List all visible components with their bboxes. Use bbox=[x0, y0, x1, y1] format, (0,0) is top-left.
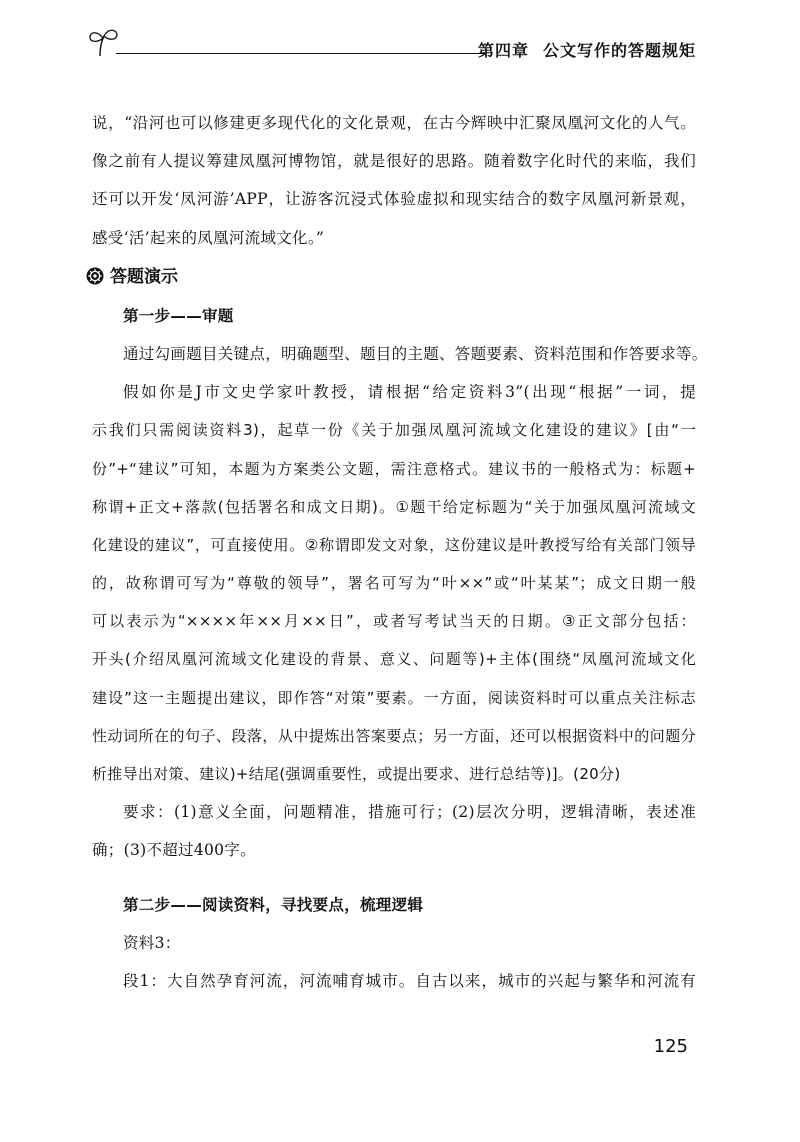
material-label: 资料3： bbox=[123, 933, 181, 952]
intro-line: 说，“沿河也可以修建更多现代化的文化景观，在古今辉映中汇聚凤凰河文化的人气。 bbox=[92, 114, 696, 132]
step1-line: 性动词所在的句子、段落，从中提炼出答案要点；另一方面，还可以根据资料中的问题分 bbox=[92, 726, 696, 745]
step1-line: 通过勾画题目关键点，明确题型、题目的主题、答题要素、资料范围和作答要求等。 bbox=[123, 344, 708, 363]
step1-line: 假如你是J市文史学家叶教授，请根据“给定资料3”(出现“根据”一词，提 bbox=[123, 383, 696, 402]
step1-line: 示我们只需阅读资料3)，起草一份《关于加强凤凰河流域文化建设的建议》[由“一 bbox=[92, 421, 696, 440]
step1-line: 份”+“建议”可知，本题为方案类公文题，需注意格式。建议书的一般格式为：标题+ bbox=[92, 459, 696, 478]
intro-line: 感受‘活’起来的凤凰河流域文化。” bbox=[92, 228, 325, 247]
page-body bbox=[92, 104, 708, 1000]
section-title: 答题演示 bbox=[110, 266, 178, 287]
step1-line: 化建设的建议”，可直接使用。②称谓即发文对象，这份建议是叶教授写给有关部门领导 bbox=[92, 535, 696, 554]
header-rule bbox=[116, 53, 486, 54]
step1-line: 称谓+正文+落款(包括署名和成文日期)。①题干给定标题为“关于加强凤凰河流域文 bbox=[92, 497, 696, 516]
step2-title: 第二步——阅读资料，寻找要点，梳理逻辑 bbox=[123, 895, 424, 914]
intro-line: 还可以开发‘凤河游’APP，让游客沉浸式体验虚拟和现实结合的数字凤凰河新景观， bbox=[92, 190, 696, 209]
running-header bbox=[86, 26, 696, 62]
chapter-heading bbox=[478, 38, 696, 61]
sprout-icon bbox=[86, 26, 122, 60]
step1-title: 第一步——审题 bbox=[123, 306, 234, 325]
intro-line: 像之前有人提议筹建凤凰河博物馆，就是很好的思路。随着数字化时代的来临，我们 bbox=[92, 152, 696, 171]
step1-line: 析推导出对策、建议)+结尾(强调重要性，或提出要求、进行总结等)]。(20分) bbox=[92, 765, 621, 783]
step1-line: 建设”这一主题提出建议，即作答“对策”要素。一方面，阅读资料时可以重点关注标志 bbox=[92, 688, 696, 707]
page-number: 125 bbox=[653, 1036, 688, 1057]
step1-line: 可以表示为“××××年××月××日”，或者写考试当天的日期。③正文部分包括： bbox=[92, 612, 696, 631]
gear-icon bbox=[86, 267, 104, 285]
chapter-number: 第四章 bbox=[477, 41, 529, 60]
chapter-title: 公文写作的答题规矩 bbox=[542, 41, 696, 60]
requirement-line: 确；(3)不超过400字。 bbox=[92, 841, 256, 860]
step1-line: 开头(介绍凤凰河流域文化建设的背景、意义、问题等)+主体(围绕“凤凰河流域文化 bbox=[92, 650, 696, 669]
material-paragraph-1: 段1：大自然孕育河流，河流哺育城市。自古以来，城市的兴起与繁华和河流有 bbox=[123, 971, 696, 990]
section-heading bbox=[86, 257, 696, 297]
requirement-line: 要求：(1)意义全面，问题精准，措施可行；(2)层次分明，逻辑清晰，表述准 bbox=[123, 803, 696, 822]
step1-line: 的，故称谓可写为“尊敬的领导”，署名可写为“叶××”或“叶某某”；成文日期一般 bbox=[92, 574, 696, 593]
